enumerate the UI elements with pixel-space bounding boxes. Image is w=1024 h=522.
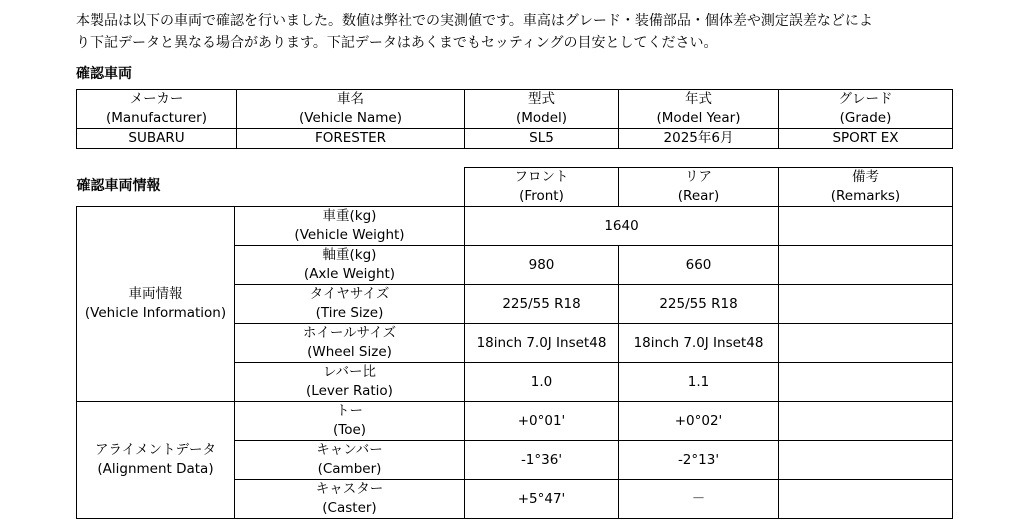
remarks-camber [779,441,953,480]
info-header-row [77,168,953,207]
row-toe [77,402,953,441]
row-vehicle-weight [77,207,953,246]
vehicle-value-row [77,129,953,149]
remarks-caster [779,480,953,519]
group-alignment-data: アライメントデータ (Alignment Data) [77,402,235,519]
header-rear: リア (Rear) [619,168,779,207]
front-toe: +0°01' [465,402,619,441]
front-axle-weight: 980 [465,246,619,285]
rear-camber: -2°13' [619,441,779,480]
remarks-axle-weight [779,246,953,285]
front-camber: -1°36' [465,441,619,480]
remarks-tire-size [779,285,953,324]
rear-tire-size: 225/55 R18 [619,285,779,324]
header-front: フロント (Front) [465,168,619,207]
rear-caster: － [619,480,779,519]
vehicle-info-table [76,167,953,519]
label-vehicle-weight: 車重(kg) (Vehicle Weight) [235,207,465,246]
intro-line-1: 本製品は以下の車両で確認を行いました。数値は弊社での実測値です。車高はグレード・装備部品・個体差や測定誤差などによ [76,13,873,29]
value-vehicle-weight: 1640 [465,207,779,246]
label-tire-size: タイヤサイズ (Tire Size) [235,285,465,324]
vehicle-table [76,89,953,149]
label-caster: キャスター (Caster) [235,480,465,519]
front-lever-ratio: 1.0 [465,363,619,402]
intro-line-2: り下記データと異なる場合があります。下記データはあくまでもセッティングの目安としてください。 [76,35,718,51]
header-model: 型式 (Model) [465,90,619,129]
remarks-wheel-size [779,324,953,363]
info-section-title: 確認車両情報 [76,178,161,195]
header-grade: グレード (Grade) [779,90,953,129]
rear-lever-ratio: 1.1 [619,363,779,402]
rear-axle-weight: 660 [619,246,779,285]
group-vehicle-information: 車両情報 (Vehicle Information) [77,207,235,402]
remarks-toe [779,402,953,441]
header-remarks: 備考 (Remarks) [779,168,953,207]
value-grade: SPORT EX [779,129,953,149]
value-model: SL5 [465,129,619,149]
front-caster: +5°47' [465,480,619,519]
rear-toe: +0°02' [619,402,779,441]
value-model-year: 2025年6月 [619,129,779,149]
header-vehicle-name: 車名 (Vehicle Name) [237,90,465,129]
intro-text [76,10,956,54]
vehicle-section-title: 確認車両 [76,66,132,82]
front-tire-size: 225/55 R18 [465,285,619,324]
front-wheel-size: 18inch 7.0J Inset48 [465,324,619,363]
remarks-vehicle-weight [779,207,953,246]
header-model-year: 年式 (Model Year) [619,90,779,129]
value-manufacturer: SUBARU [77,129,237,149]
label-wheel-size: ホイールサイズ (Wheel Size) [235,324,465,363]
label-axle-weight: 軸重(kg) (Axle Weight) [235,246,465,285]
label-toe: トー (Toe) [235,402,465,441]
remarks-lever-ratio [779,363,953,402]
header-manufacturer: メーカー (Manufacturer) [77,90,237,129]
vehicle-header-row [77,90,953,129]
rear-wheel-size: 18inch 7.0J Inset48 [619,324,779,363]
value-vehicle-name: FORESTER [237,129,465,149]
label-camber: キャンバー (Camber) [235,441,465,480]
label-lever-ratio: レバー比 (Lever Ratio) [235,363,465,402]
